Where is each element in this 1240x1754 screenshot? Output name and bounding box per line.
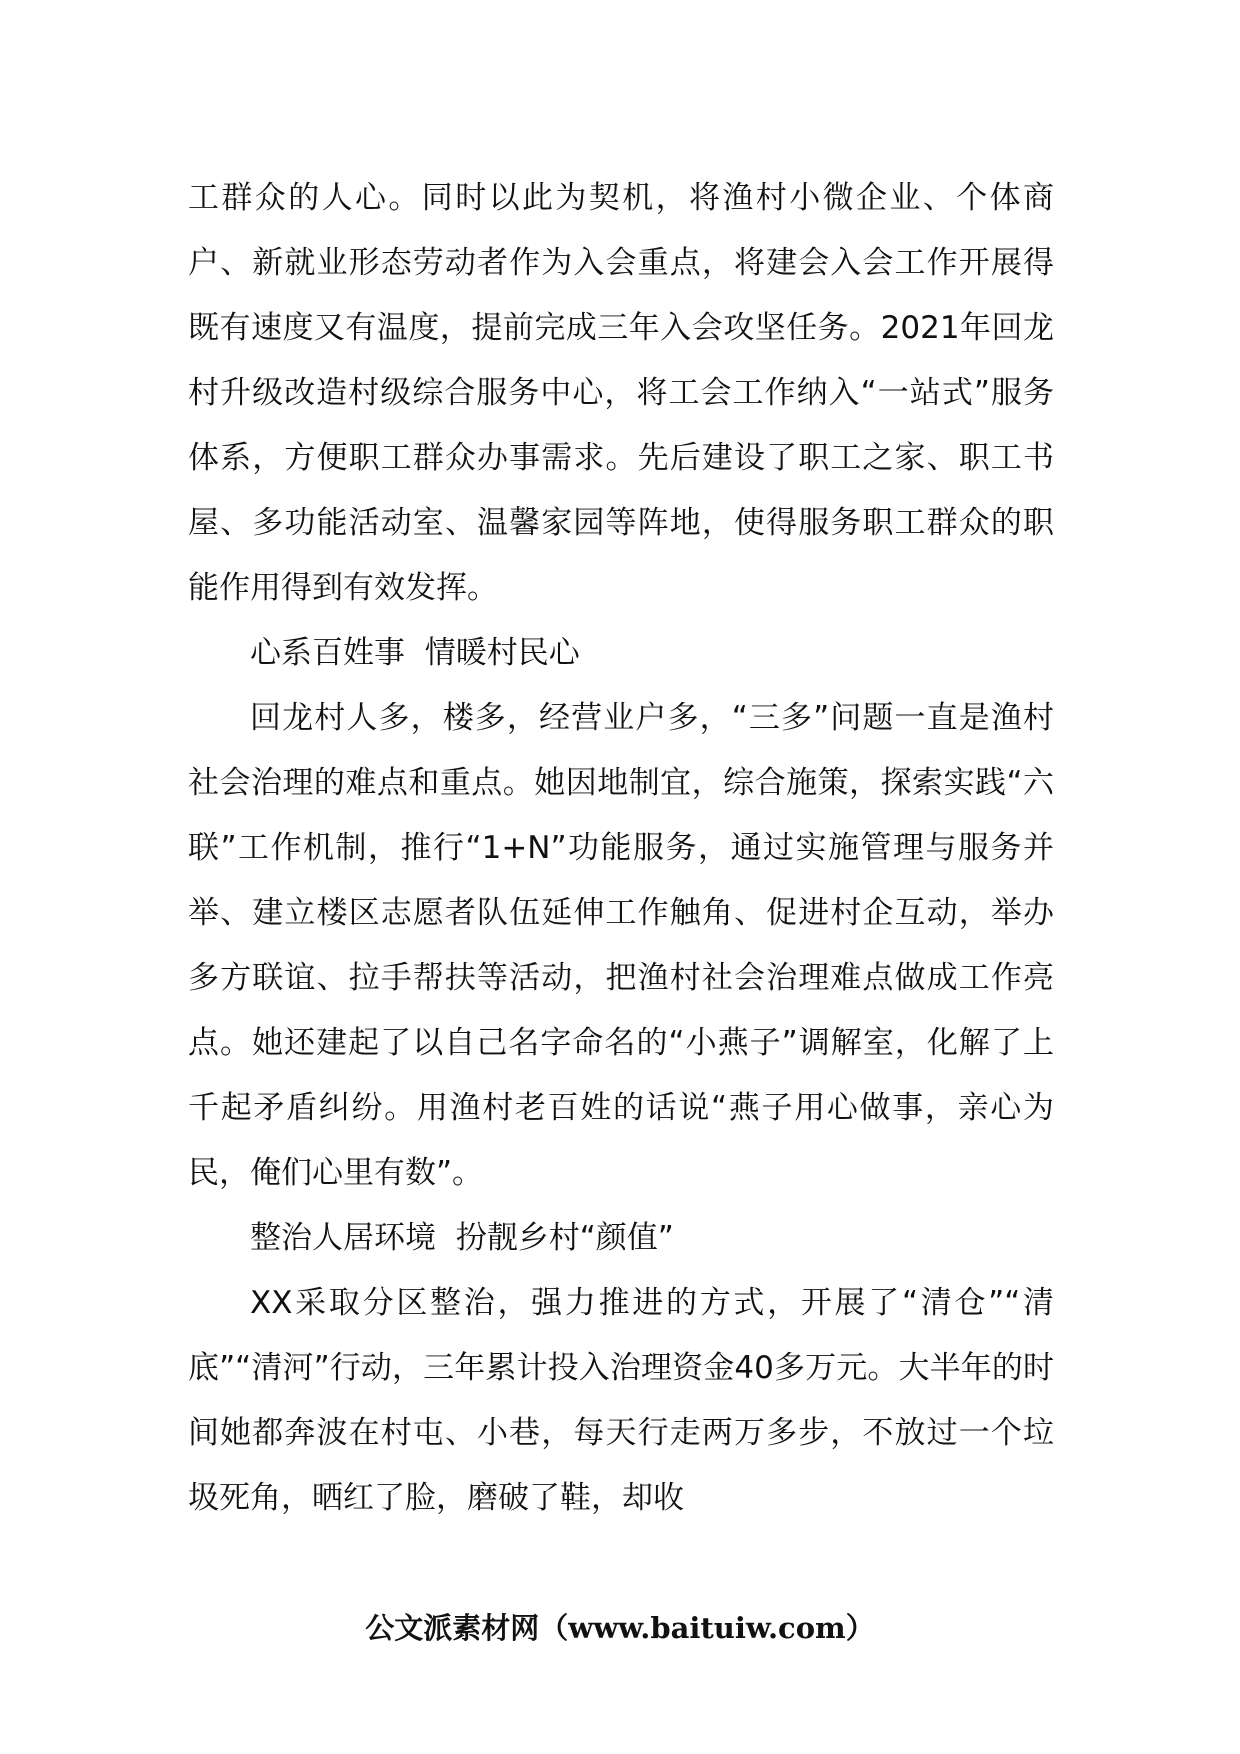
document-body <box>188 166 1054 1531</box>
section-heading: 心系百姓事 情暖村民心 <box>250 635 580 671</box>
paragraph: 回龙村人多，楼多，经营业户多，“三多”问题一直是渔村社会治理的难点和重点。她因地制宜，综合施策，探索实践“六联”工作机制，推行“1+N”功能服务，通过实施管理与服务并举、建立楼区志愿者队伍延伸工作触角、促进村企互动，举办多方联谊、拉手帮扶等活动，把渔村社会治理难点做成工作亮点。她还建起了以自己名字命名的“小燕子”调解室，化解了上千起矛盾纠纷。用渔村老百姓的话说“燕子用心做事，亲心为民，俺们心里有数”。 <box>188 700 1054 1191</box>
page-footer-watermark: 公文派素材网（www.baituiw.com） <box>365 1611 875 1645</box>
paragraph: XX采取分区整治，强力推进的方式，开展了“清仓”“清底”“清河”行动，三年累计投入治理资金40多万元。大半年的时间她都奔波在村屯、小巷，每天行走两万多步，不放过一个垃圾死角，晒红了脸，磨破了鞋，却收 <box>188 1285 1054 1516</box>
section-heading: 整治人居环境 扮靓乡村“颜值” <box>250 1220 674 1256</box>
paragraph-continued: 工群众的人心。同时以此为契机，将渔村小微企业、个体商户、新就业形态劳动者作为入会重点，将建会入会工作开展得既有速度又有温度，提前完成三年入会攻坚任务。2021年回龙村升级改造村级综合服务中心，将工会工作纳入“一站式”服务体系，方便职工群众办事需求。先后建设了职工之家、职工书屋、多功能活动室、温馨家园等阵地，使得服务职工群众的职能作用得到有效发挥。 <box>188 180 1054 606</box>
